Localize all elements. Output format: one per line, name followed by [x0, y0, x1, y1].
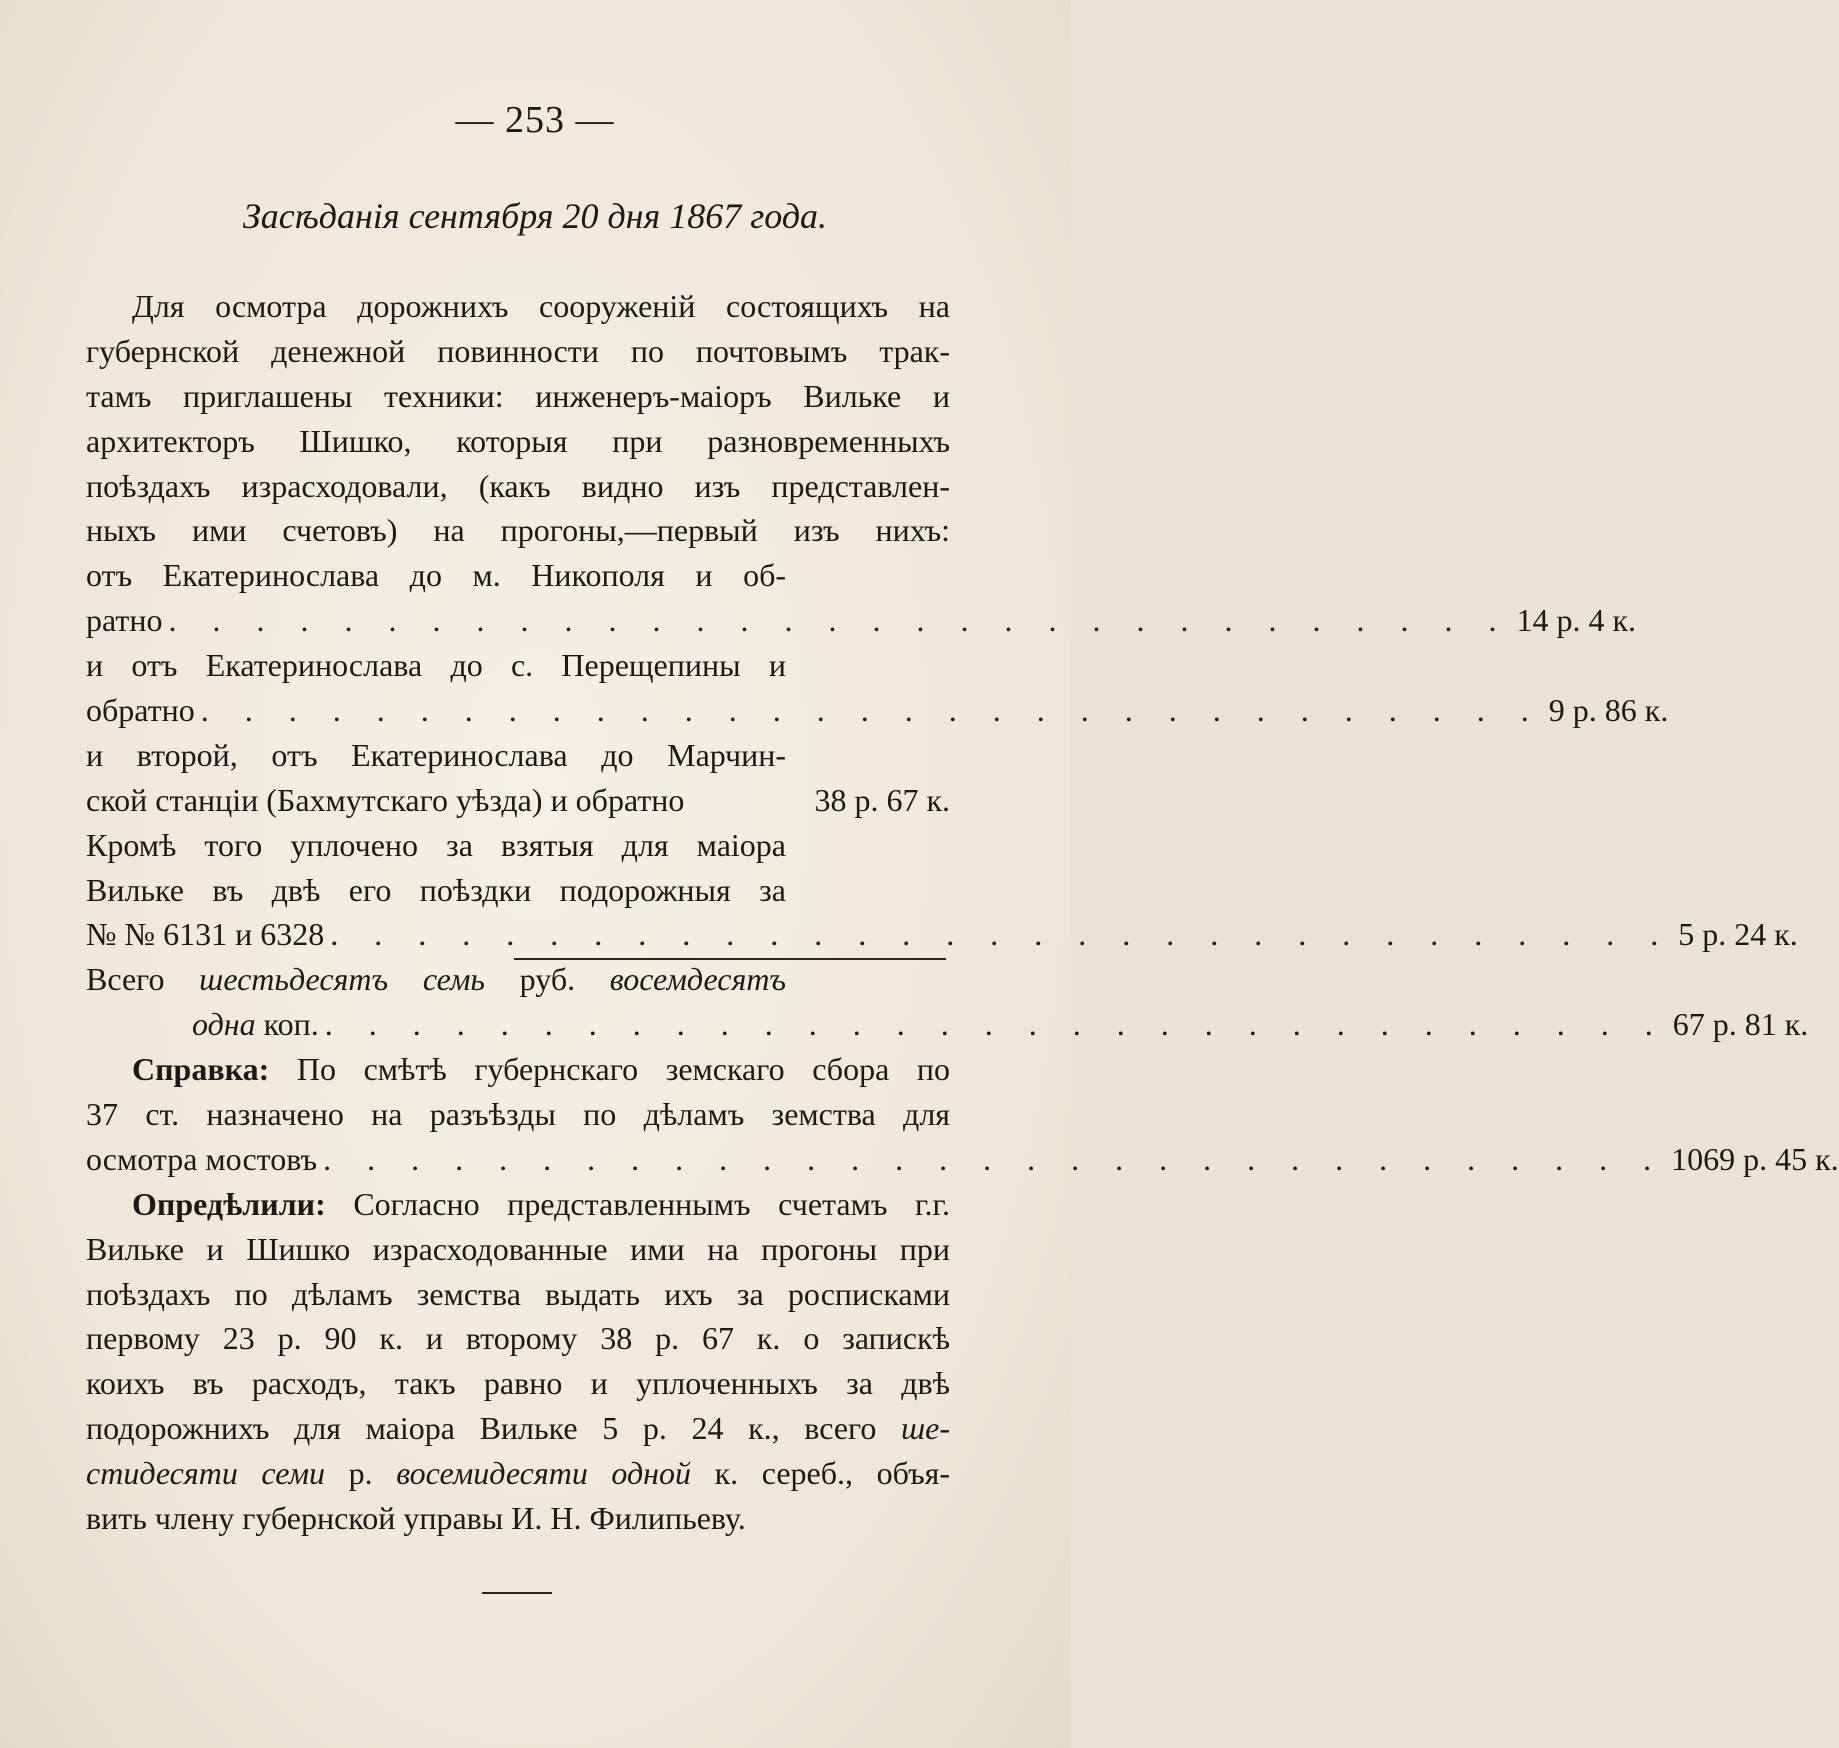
expense-amount: 14 р. 4 к.	[1516, 602, 1637, 639]
expense-row	[86, 688, 1669, 733]
expense-row	[86, 598, 1637, 643]
end-mark	[482, 1592, 552, 1594]
text-line: Вильке въ двѣ его поѣздки подорожныя за	[86, 871, 786, 908]
text-line: поѣздахъ по дѣламъ земства выдать ихъ за росписками	[86, 1275, 950, 1312]
leader-dots: . . . . . . . . . . . . . . . . . . . . . . . . . . . . . . .	[323, 1140, 1666, 1177]
sum-rule	[514, 958, 946, 960]
text-line: отъ Екатеринослава до м. Никополя и об-	[86, 557, 786, 594]
leader-dots: . . . . . . . . . . . . . . . . . . . . . . . . . . . . . . .	[330, 916, 1673, 953]
text-line: коихъ въ расходъ, такъ равно и уплоченныхъ за двѣ	[86, 1365, 950, 1402]
reference-row: осмотра мостовъ . . . . . . . . . . . . . . . . . . . . . . . . . . . . . . . 1069 р. 45 к.	[86, 1137, 950, 1182]
expense-label: № № 6131 и 6328	[86, 916, 325, 953]
expense-amount: 9 р. 86 к.	[1548, 692, 1669, 729]
text-line: ныхъ ими счетовъ) на прогоны,—первый изъ нихъ:	[86, 512, 950, 549]
expense-row	[86, 912, 1798, 957]
text-line: губернской денежной повинности по почтовымъ трак-	[86, 332, 950, 369]
text-line: архитекторъ Шишко, которыя при разновременныхъ	[86, 422, 950, 459]
page-number: — 253 —	[455, 99, 615, 141]
expense-amount: 38 р. 67 к.	[814, 781, 950, 818]
text-line: первому 23 р. 90 к. и второму 38 р. 67 к. о запискѣ	[86, 1320, 950, 1357]
text-line: Вильке и Шишко израсходованные ими на прогоны при	[86, 1230, 950, 1267]
expense-label: обратно	[86, 692, 195, 729]
section-heading: Засѣданія сентября 20 дня 1867 года.	[242, 196, 828, 236]
text-line: поѣздахъ израсходовали, (какъ видно изъ представлен-	[86, 467, 950, 504]
leader-dots: . . . . . . . . . . . . . . . . . . . . . . . . . . . . . . .	[200, 692, 1543, 729]
leader-dots: . . . . . . . . . . . . . . . . . . . . . . . . . . . . . . .	[168, 602, 1511, 639]
resolution-line: Опредѣлили: Согласно представленнымъ счетамъ г.г.	[132, 1185, 951, 1222]
reference-label: Справка:	[132, 1051, 270, 1088]
text-line: и второй, отъ Екатеринослава до Марчин-	[86, 736, 786, 773]
text-line: и отъ Екатеринослава до с. Перещепины и	[86, 647, 786, 684]
expense-label: ской станціи (Бахмутскаго уѣзда) и обратно	[86, 781, 685, 818]
total-amount: 67 р. 81 к.	[1672, 1006, 1809, 1043]
text-line: Кромѣ того уплочено за взятыя для маіора	[86, 826, 786, 863]
reference-line: Справка: По смѣтѣ губернскаго земскаго сбора по	[132, 1051, 951, 1088]
expense-row	[86, 778, 950, 823]
text-line: 37 ст. назначено на разъѣзды по дѣламъ земства для	[86, 1096, 950, 1133]
text-line: стидесяти семи р. восемидесяти одной к. сереб., объя-	[86, 1455, 951, 1492]
total-row: одна коп. . . . . . . . . . . . . . . . . . . . . . . . . . . . . . . . 67 р. 81 к.	[86, 1002, 950, 1047]
leader-dots: . . . . . . . . . . . . . . . . . . . . . . . . . . . . . . .	[324, 1006, 1667, 1043]
resolution-label: Опредѣлили:	[132, 1185, 326, 1222]
reference-amount: 1069 р. 45 к.	[1671, 1140, 1839, 1177]
document-body	[86, 284, 1839, 1541]
text-line: Для осмотра дорожнихъ сооруженій состоящихъ на	[132, 288, 950, 324]
text-line: вить члену губернской управы И. Н. Филипьеву.	[86, 1500, 746, 1537]
total-line: Всего шестьдесятъ семь руб. восемдесятъ	[86, 961, 787, 998]
text-line: подорожнихъ для маіора Вильке 5 р. 24 к., всего ше-	[86, 1410, 951, 1447]
expense-amount: 5 р. 24 к.	[1678, 916, 1798, 953]
expense-label: ратно	[86, 602, 163, 639]
text-line: тамъ приглашены техники: инженеръ-маіоръ Вильке и	[86, 377, 950, 414]
